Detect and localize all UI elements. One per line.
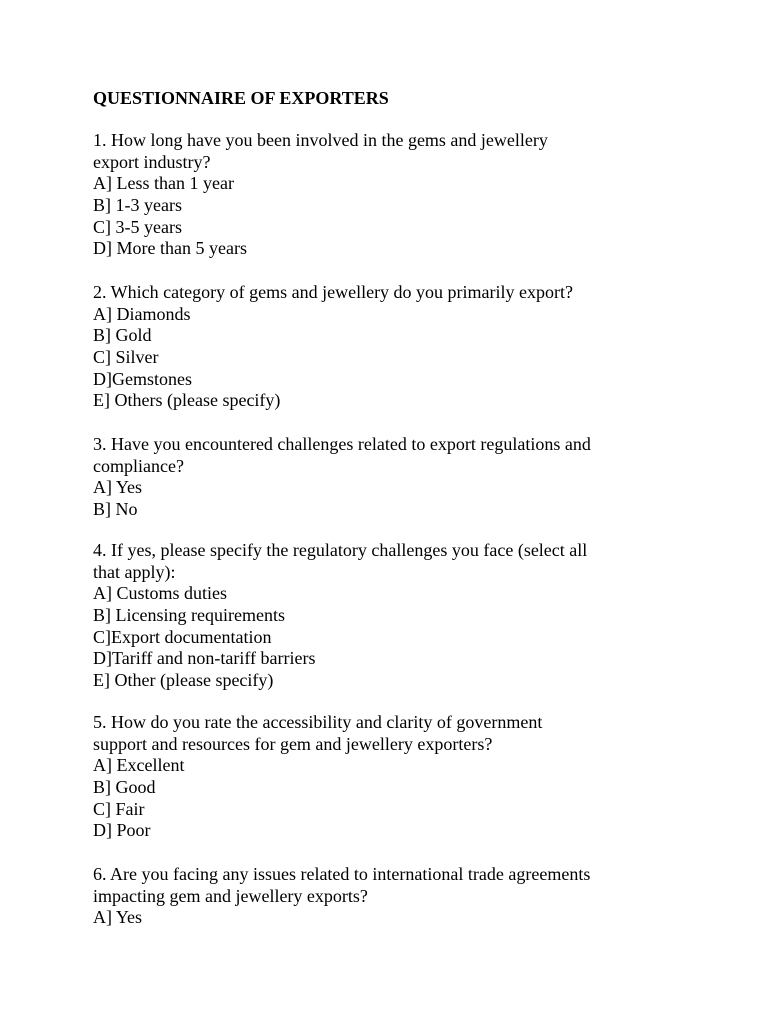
answer-option: C] 3-5 years	[93, 216, 182, 237]
answer-option: A] Customs duties	[93, 583, 228, 604]
answer-option: D]Gemstones	[93, 368, 192, 389]
answer-option: A] Less than 1 year	[93, 173, 234, 194]
question-text-line: 4. If yes, please specify the regulatory challenges you face (select all	[93, 540, 588, 560]
answer-option: C] Fair	[93, 798, 145, 819]
answer-option: D] More than 5 years	[93, 238, 247, 259]
answer-option: B] Good	[93, 777, 156, 798]
question-1	[93, 130, 663, 260]
answer-option: A] Yes	[93, 477, 143, 498]
answer-option: B] Gold	[93, 325, 152, 346]
question-text-line: compliance?	[93, 455, 184, 476]
answer-option: D] Poor	[93, 820, 151, 841]
question-text-line: export industry?	[93, 151, 211, 172]
answer-option: A] Excellent	[93, 755, 185, 776]
document-title: QUESTIONNAIRE OF EXPORTERS	[93, 88, 389, 108]
question-2	[93, 282, 663, 412]
question-text-line: 2. Which category of gems and jewellery do you primarily export?	[93, 282, 574, 302]
answer-option: B] 1-3 years	[93, 195, 182, 216]
answer-option: A] Yes	[93, 907, 143, 928]
answer-option: E] Other (please specify)	[93, 670, 274, 691]
answer-option: E] Others (please specify)	[93, 390, 281, 411]
question-text-line: 3. Have you encountered challenges related to export regulations and	[93, 434, 591, 454]
question-text-line: support and resources for gem and jewellery exporters?	[93, 733, 493, 754]
question-text-line: 5. How do you rate the accessibility and clarity of government	[93, 712, 543, 732]
question-text-line: that apply):	[93, 561, 176, 582]
answer-option: B] Licensing requirements	[93, 605, 285, 626]
question-5	[93, 712, 663, 842]
question-6	[93, 864, 663, 929]
question-text-line: 6. Are you facing any issues related to international trade agreements	[93, 864, 591, 884]
answer-option: C] Silver	[93, 347, 159, 368]
question-text-line: 1. How long have you been involved in the gems and jewellery	[93, 130, 548, 150]
answer-option: B] No	[93, 499, 138, 520]
question-text-line: impacting gem and jewellery exports?	[93, 885, 368, 906]
answer-option: A] Diamonds	[93, 303, 191, 324]
question-3	[93, 434, 663, 521]
answer-option: C]Export documentation	[93, 626, 272, 647]
answer-option: D]Tariff and non-tariff barriers	[93, 648, 316, 669]
question-4	[93, 540, 663, 692]
